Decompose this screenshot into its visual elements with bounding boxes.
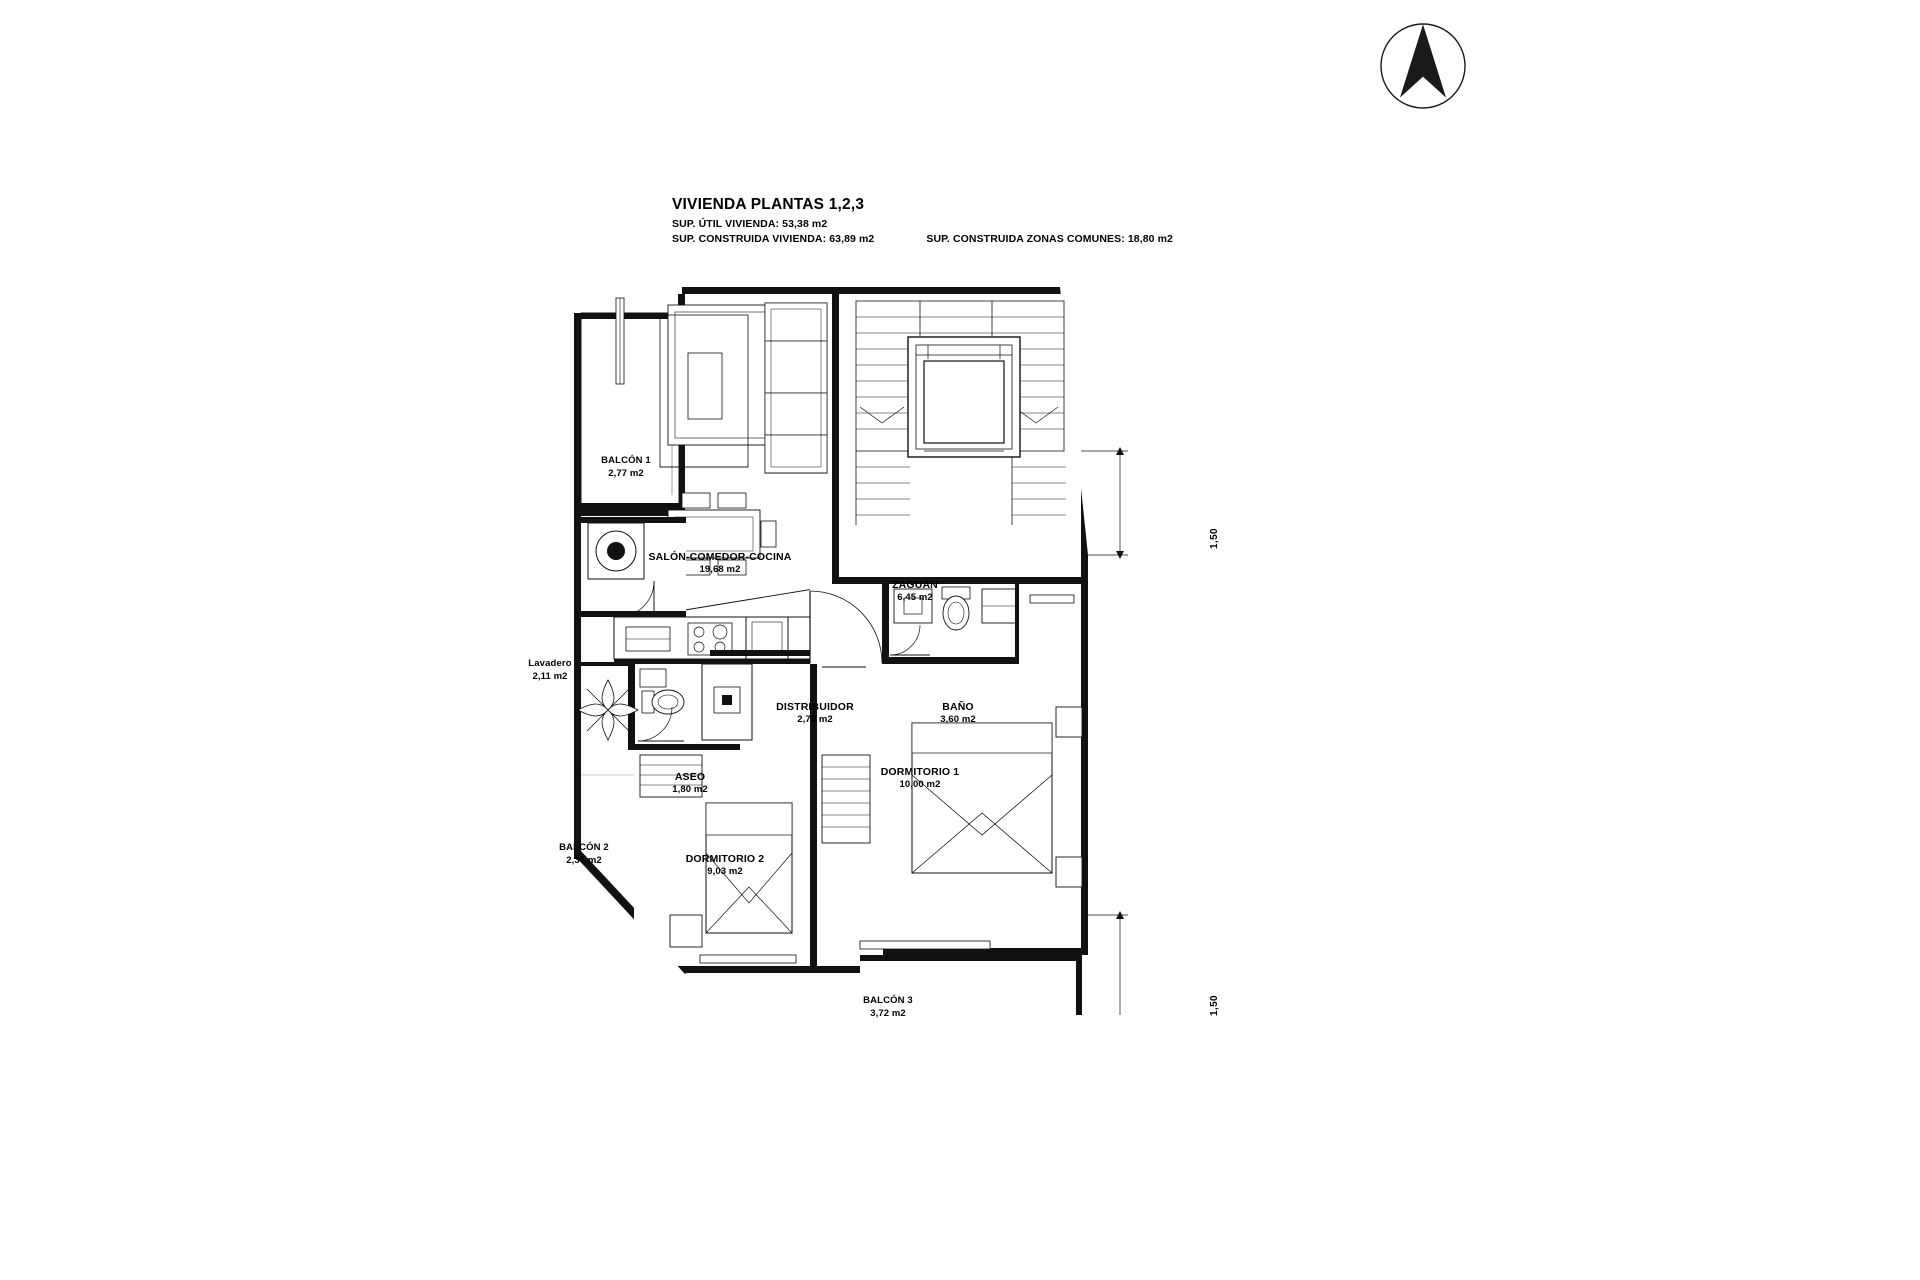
dimension-bottom: 1,50 xyxy=(1209,994,1221,1017)
bed-icon xyxy=(706,803,792,933)
room-label-aseo: ASEO 1,80 m2 xyxy=(672,771,708,796)
room-label-lavadero: Lavadero 2,11 m2 xyxy=(528,658,572,682)
lavadero-shape xyxy=(581,517,686,617)
balcon-1-shape xyxy=(574,313,679,509)
room-label-zaguan: ZAGUÁN 6,45 m2 xyxy=(892,579,938,604)
distribuidor-shape xyxy=(810,584,888,664)
closet-icon xyxy=(822,755,870,843)
washing-machine-icon xyxy=(588,523,644,579)
shower-icon xyxy=(982,589,1016,623)
room-label-distribuidor: DISTRIBUIDOR 2,73 m2 xyxy=(776,701,854,726)
title-block xyxy=(672,196,1252,245)
room-label-salon: SALÓN-COMEDOR-COCINA 19,68 m2 xyxy=(648,551,792,576)
aseo-washbasin-icon xyxy=(640,669,666,687)
balcon-3-shape xyxy=(860,955,1082,1015)
dormitorio-1-shape xyxy=(817,664,1082,949)
aseo-shower-icon xyxy=(702,664,752,740)
room-label-balcon2: BALCÓN 2 2,37 m2 xyxy=(559,842,609,866)
lift-shaft-icon xyxy=(908,337,1020,457)
service-strip xyxy=(1015,584,1081,664)
room-label-balcon3: BALCÓN 3 3,72 m2 xyxy=(863,995,913,1019)
room-label-balcon1: BALCÓN 1 2,77 m2 xyxy=(601,455,651,479)
room-label-dormitorio2: DORMITORIO 2 9,03 m2 xyxy=(685,853,765,878)
room-label-bano: BAÑO 3,60 m2 xyxy=(940,701,976,726)
aseo-shape xyxy=(628,664,752,750)
washbasin-icon xyxy=(894,589,932,623)
bano-shape xyxy=(882,584,1018,664)
tv-unit-furniture xyxy=(765,303,827,473)
zaguan-shape xyxy=(839,294,1081,584)
aseo-toilet-icon xyxy=(642,690,684,714)
useful-area-text: SUP. ÚTIL VIVIENDA: 53,38 m2 xyxy=(672,218,828,230)
kitchen-counter-furniture xyxy=(614,617,810,664)
dimension-top: 1,50 xyxy=(1209,527,1221,550)
floor-plan-drawing xyxy=(560,255,1360,1015)
toilet-icon xyxy=(942,587,970,630)
built-area-text: SUP. CONSTRUIDA VIVIENDA: 63,89 m2 xyxy=(672,233,875,245)
common-area-text: SUP. CONSTRUIDA ZONAS COMUNES: 18,80 m2 xyxy=(926,233,1173,245)
bed-1-icon xyxy=(912,723,1052,873)
plant-icon xyxy=(578,680,638,740)
north-arrow-icon xyxy=(1375,18,1471,114)
page-title: VIVIENDA PLANTAS 1,2,3 xyxy=(672,196,865,213)
wardrobe-icon xyxy=(640,755,702,797)
room-label-dormitorio1: DORMITORIO 1 10,00 m2 xyxy=(880,766,960,791)
